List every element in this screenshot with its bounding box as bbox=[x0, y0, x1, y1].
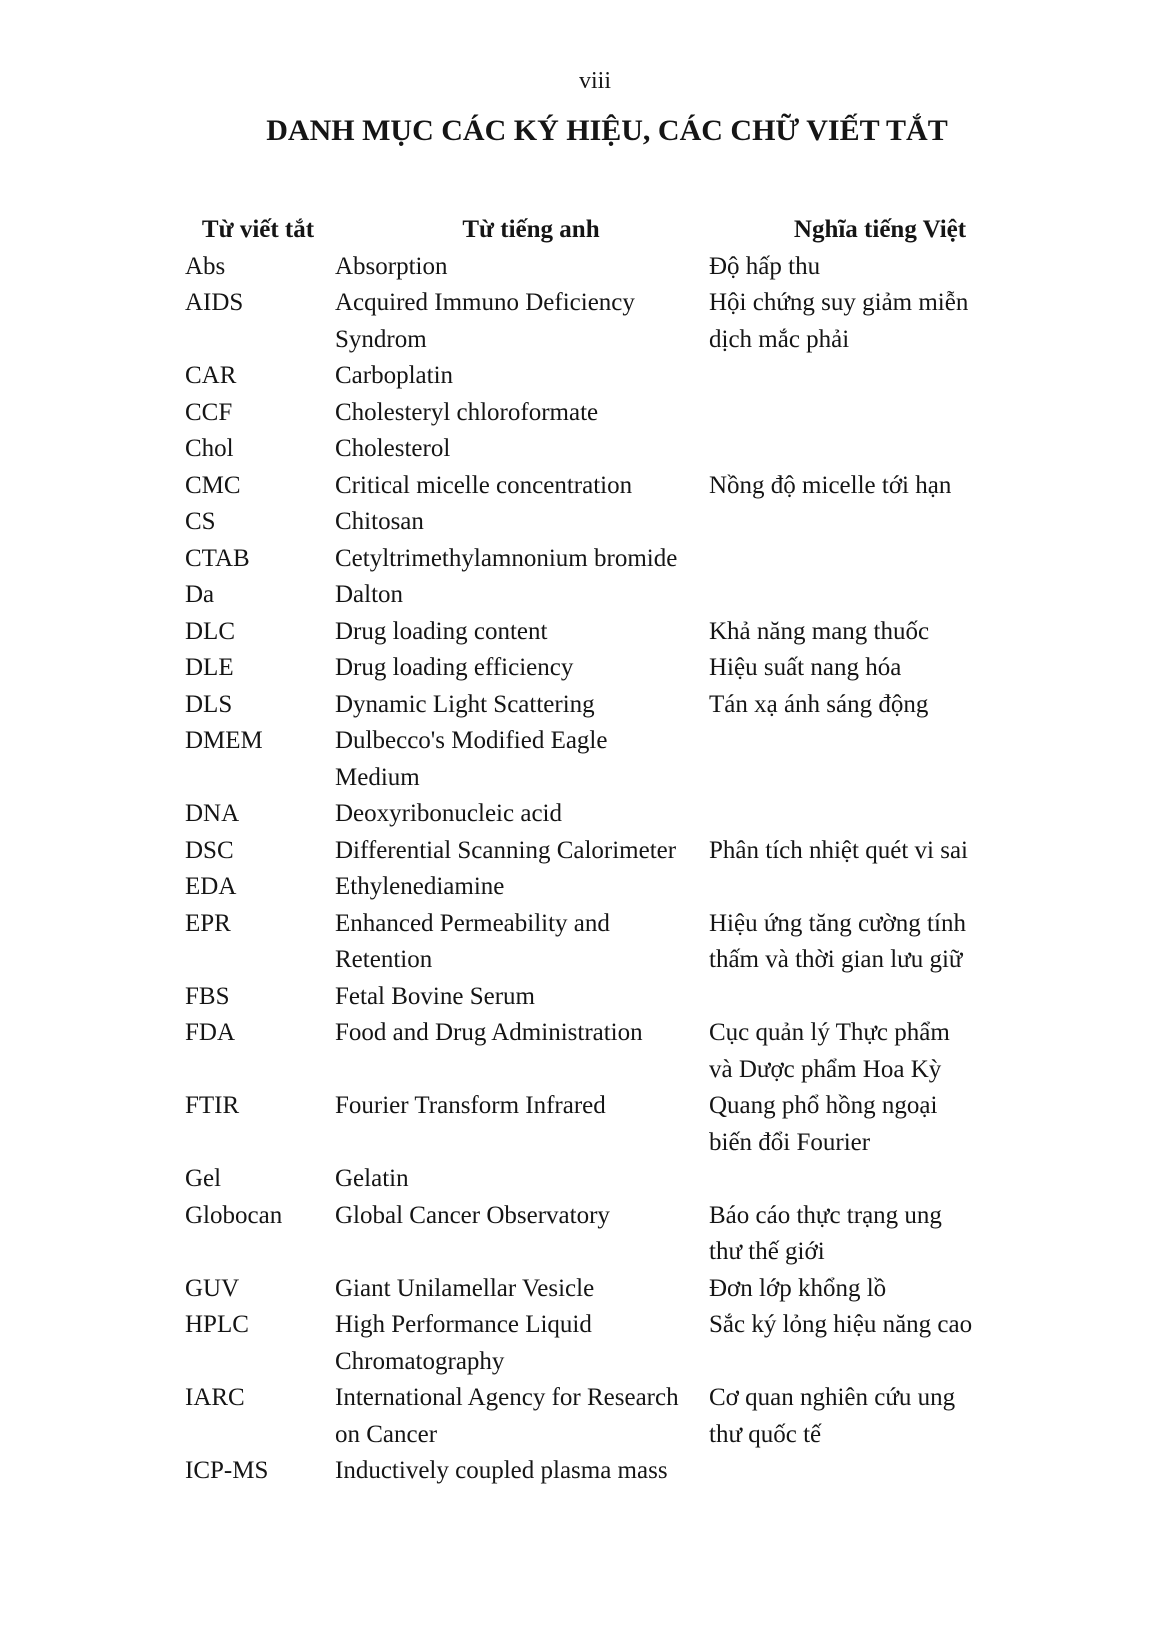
table-row bbox=[0, 760, 1158, 797]
abbreviation-cell: DLS bbox=[185, 690, 233, 718]
abbreviation-cell: FBS bbox=[185, 982, 230, 1010]
vietnamese-meaning-cell: Hội chứng suy giảm miễn bbox=[709, 289, 969, 316]
abbreviation-cell: CMC bbox=[185, 471, 241, 499]
table-row bbox=[0, 796, 1158, 833]
vietnamese-meaning-cell: Độ hấp thu bbox=[709, 252, 821, 280]
table-row bbox=[0, 1307, 1158, 1344]
english-term-cell: Ethylenediamine bbox=[335, 873, 505, 900]
vietnamese-meaning-cell: Cơ quan nghiên cứu ung bbox=[709, 1384, 956, 1411]
table-row bbox=[0, 1417, 1158, 1454]
abbreviation-cell: FTIR bbox=[185, 1092, 240, 1119]
abbreviation-cell: EDA bbox=[185, 873, 237, 900]
vietnamese-meaning-cell: Đơn lớp khổng lồ bbox=[709, 1274, 887, 1302]
abbreviation-cell: Globocan bbox=[185, 1201, 283, 1229]
table-row bbox=[0, 322, 1158, 359]
table-row bbox=[0, 431, 1158, 468]
table-row bbox=[0, 1015, 1158, 1052]
english-term-cell: Differential Scanning Calorimeter bbox=[335, 836, 677, 864]
english-term-cell: Cholesteryl chloroformate bbox=[335, 398, 599, 426]
abbreviation-cell: DLC bbox=[185, 617, 235, 645]
table-row bbox=[0, 358, 1158, 395]
vietnamese-meaning-cell: Phân tích nhiệt quét vi sai bbox=[709, 836, 968, 864]
table-row bbox=[0, 1088, 1158, 1125]
english-term-cell: Inductively coupled plasma mass bbox=[335, 1457, 668, 1484]
english-term-cell: Dulbecco's Modified Eagle bbox=[335, 727, 608, 754]
table-row bbox=[0, 833, 1158, 870]
abbreviation-cell: DNA bbox=[185, 800, 240, 827]
english-term-cell: Absorption bbox=[335, 252, 448, 280]
table-row bbox=[0, 1380, 1158, 1417]
vietnamese-meaning-cell: dịch mắc phải bbox=[709, 325, 850, 353]
table-row bbox=[0, 285, 1158, 322]
english-term-cell: Retention bbox=[335, 946, 433, 973]
abbreviation-cell: DLE bbox=[185, 654, 234, 681]
vietnamese-meaning-cell: Khả năng mang thuốc bbox=[709, 617, 930, 645]
vietnamese-meaning-cell: Tán xạ ánh sáng động bbox=[709, 690, 929, 718]
vietnamese-meaning-cell: Quang phổ hồng ngoại bbox=[709, 1092, 938, 1119]
english-term-cell: Cholesterol bbox=[335, 435, 451, 462]
table-row bbox=[0, 906, 1158, 943]
abbreviation-cell: Chol bbox=[185, 435, 234, 462]
vietnamese-meaning-cell: thư thế giới bbox=[709, 1238, 825, 1265]
english-term-cell: Cetyltrimethylamnonium bromide bbox=[335, 544, 678, 572]
table-row bbox=[0, 979, 1158, 1016]
vietnamese-meaning-cell: biến đổi Fourier bbox=[709, 1128, 871, 1156]
vietnamese-meaning-cell: Cục quản lý Thực phẩm bbox=[709, 1019, 950, 1046]
column-header-english: Từ tiếng anh bbox=[462, 216, 600, 243]
table-row bbox=[0, 249, 1158, 286]
vietnamese-meaning-cell: Báo cáo thực trạng ung bbox=[709, 1201, 942, 1229]
abbreviation-cell: Gel bbox=[185, 1165, 222, 1192]
english-term-cell: Drug loading content bbox=[335, 617, 548, 645]
english-term-cell: Deoxyribonucleic acid bbox=[335, 800, 562, 827]
table-row bbox=[0, 687, 1158, 724]
abbreviation-cell: Abs bbox=[185, 252, 226, 280]
table-row bbox=[0, 614, 1158, 651]
abbreviation-cell: IARC bbox=[185, 1384, 245, 1411]
abbreviation-cell: HPLC bbox=[185, 1311, 249, 1338]
english-term-cell: Carboplatin bbox=[335, 362, 454, 389]
table-row bbox=[0, 1052, 1158, 1089]
vietnamese-meaning-cell: thư quốc tế bbox=[709, 1420, 822, 1448]
abbreviation-cell: CTAB bbox=[185, 544, 250, 572]
english-term-cell: Gelatin bbox=[335, 1165, 409, 1192]
english-term-cell: Chitosan bbox=[335, 508, 424, 535]
english-term-cell: Giant Unilamellar Vesicle bbox=[335, 1274, 595, 1302]
vietnamese-meaning-cell: và Dược phẩm Hoa Kỳ bbox=[709, 1055, 942, 1083]
table-row bbox=[0, 942, 1158, 979]
english-term-cell: Syndrom bbox=[335, 325, 427, 353]
abbreviation-cell: FDA bbox=[185, 1019, 236, 1046]
english-term-cell: Chromatography bbox=[335, 1347, 505, 1375]
english-term-cell: Global Cancer Observatory bbox=[335, 1201, 610, 1229]
table-row bbox=[0, 1161, 1158, 1198]
english-term-cell: on Cancer bbox=[335, 1420, 438, 1448]
abbreviation-cell: Da bbox=[185, 581, 215, 608]
english-term-cell: Critical micelle concentration bbox=[335, 471, 633, 499]
abbreviation-cell: ICP-MS bbox=[185, 1457, 269, 1484]
page-title: DANH MỤC CÁC KÝ HIỆU, CÁC CHỮ VIẾT TẮT bbox=[266, 114, 948, 147]
abbreviation-cell: EPR bbox=[185, 909, 231, 937]
abbreviation-cell: AIDS bbox=[185, 289, 244, 316]
english-term-cell: Drug loading efficiency bbox=[335, 654, 574, 681]
table-row bbox=[0, 468, 1158, 505]
abbreviation-cell: CCF bbox=[185, 398, 233, 426]
table-row bbox=[0, 1344, 1158, 1381]
table-row bbox=[0, 1125, 1158, 1162]
column-header-vietnamese: Nghĩa tiếng Việt bbox=[793, 216, 967, 243]
table-row bbox=[0, 869, 1158, 906]
column-header-abbreviation: Từ viết tắt bbox=[201, 216, 315, 243]
vietnamese-meaning-cell: Hiệu ứng tăng cường tính bbox=[709, 909, 966, 937]
english-term-cell: Dynamic Light Scattering bbox=[335, 690, 595, 718]
table-row bbox=[0, 1198, 1158, 1235]
table-row bbox=[0, 1271, 1158, 1308]
vietnamese-meaning-cell: Nồng độ micelle tới hạn bbox=[709, 471, 952, 499]
english-term-cell: International Agency for Research bbox=[335, 1384, 679, 1411]
vietnamese-meaning-cell: Hiệu suất nang hóa bbox=[709, 654, 902, 681]
vietnamese-meaning-cell: thấm và thời gian lưu giữ bbox=[709, 946, 963, 973]
abbreviation-cell: CS bbox=[185, 508, 216, 535]
english-term-cell: Dalton bbox=[335, 581, 404, 608]
english-term-cell: Medium bbox=[335, 763, 420, 791]
table-row bbox=[0, 577, 1158, 614]
english-term-cell: High Performance Liquid bbox=[335, 1311, 592, 1338]
vietnamese-meaning-cell: Sắc ký lỏng hiệu năng cao bbox=[709, 1311, 973, 1338]
abbreviation-cell: GUV bbox=[185, 1274, 240, 1302]
english-term-cell: Food and Drug Administration bbox=[335, 1019, 643, 1046]
abbreviation-cell: DMEM bbox=[185, 727, 263, 754]
english-term-cell: Fetal Bovine Serum bbox=[335, 982, 535, 1010]
abbreviation-cell: DSC bbox=[185, 836, 234, 864]
table-row bbox=[0, 1234, 1158, 1271]
page-number: viii bbox=[578, 68, 611, 94]
table-row bbox=[0, 395, 1158, 432]
english-term-cell: Enhanced Permeability and bbox=[335, 909, 610, 937]
table-row bbox=[0, 650, 1158, 687]
abbreviation-table-header bbox=[0, 212, 1158, 249]
table-row bbox=[0, 1453, 1158, 1490]
english-term-cell: Acquired Immuno Deficiency bbox=[335, 289, 635, 316]
table-row bbox=[0, 723, 1158, 760]
english-term-cell: Fourier Transform Infrared bbox=[335, 1092, 606, 1119]
table-row bbox=[0, 504, 1158, 541]
table-row bbox=[0, 541, 1158, 578]
abbreviation-cell: CAR bbox=[185, 362, 237, 389]
